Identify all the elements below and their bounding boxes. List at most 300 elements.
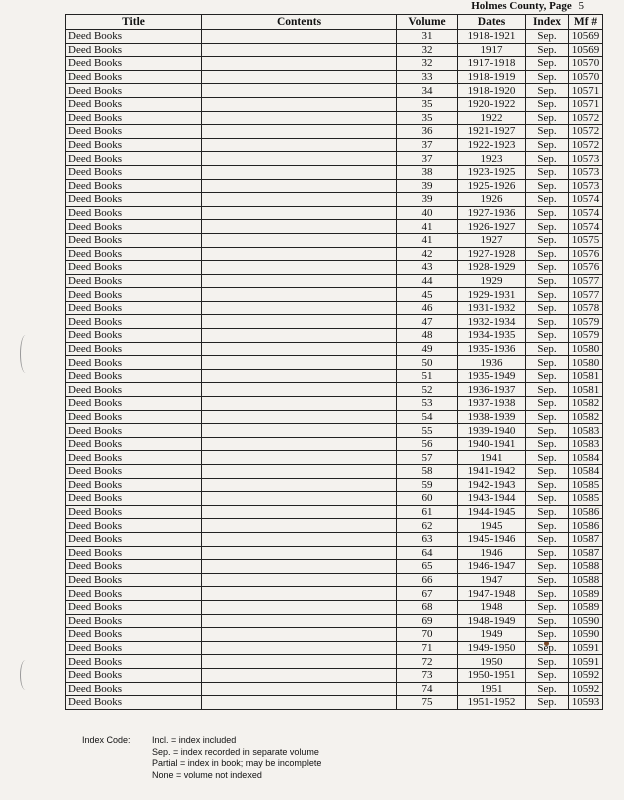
cell-volume: 59	[397, 478, 458, 492]
cell-volume: 56	[397, 437, 458, 451]
cell-title: Deed Books	[66, 152, 202, 166]
cell-index: Sep.	[526, 329, 569, 343]
table-row	[66, 437, 603, 451]
cell-contents	[202, 560, 397, 574]
cell-index: Sep.	[526, 369, 569, 383]
table-row	[66, 505, 603, 519]
cell-mf: 10574	[569, 220, 603, 234]
table-row	[66, 288, 603, 302]
cell-volume: 35	[397, 111, 458, 125]
cell-index: Sep.	[526, 165, 569, 179]
cell-index: Sep.	[526, 641, 569, 655]
cell-title: Deed Books	[66, 233, 202, 247]
cell-mf: 10583	[569, 424, 603, 438]
cell-contents	[202, 97, 397, 111]
cell-index: Sep.	[526, 152, 569, 166]
cell-title: Deed Books	[66, 274, 202, 288]
cell-contents	[202, 465, 397, 479]
cell-dates: 1942-1943	[458, 478, 526, 492]
table-row	[66, 220, 603, 234]
cell-index: Sep.	[526, 573, 569, 587]
cell-title: Deed Books	[66, 138, 202, 152]
cell-title: Deed Books	[66, 193, 202, 207]
cell-contents	[202, 424, 397, 438]
table-row	[66, 179, 603, 193]
cell-contents	[202, 614, 397, 628]
cell-mf: 10575	[569, 233, 603, 247]
cell-contents	[202, 505, 397, 519]
cell-title: Deed Books	[66, 437, 202, 451]
table-header-row	[66, 15, 603, 30]
table-row	[66, 329, 603, 343]
cell-mf: 10569	[569, 43, 603, 57]
cell-volume: 43	[397, 261, 458, 275]
cell-title: Deed Books	[66, 655, 202, 669]
cell-volume: 64	[397, 546, 458, 560]
cell-volume: 38	[397, 165, 458, 179]
cell-mf: 10584	[569, 451, 603, 465]
cell-index: Sep.	[526, 682, 569, 696]
cell-mf: 10574	[569, 206, 603, 220]
cell-volume: 49	[397, 342, 458, 356]
cell-contents	[202, 573, 397, 587]
cell-title: Deed Books	[66, 84, 202, 98]
cell-title: Deed Books	[66, 560, 202, 574]
cell-volume: 72	[397, 655, 458, 669]
cell-title: Deed Books	[66, 125, 202, 139]
cell-index: Sep.	[526, 696, 569, 710]
cell-mf: 10588	[569, 560, 603, 574]
cell-mf: 10589	[569, 600, 603, 614]
cell-dates: 1931-1932	[458, 301, 526, 315]
table-row	[66, 560, 603, 574]
cell-dates: 1918-1919	[458, 70, 526, 84]
cell-mf: 10592	[569, 668, 603, 682]
cell-mf: 10591	[569, 655, 603, 669]
cell-dates: 1951-1952	[458, 696, 526, 710]
cell-title: Deed Books	[66, 546, 202, 560]
cell-title: Deed Books	[66, 329, 202, 343]
cell-mf: 10569	[569, 30, 603, 44]
cell-contents	[202, 478, 397, 492]
cell-title: Deed Books	[66, 261, 202, 275]
table-row	[66, 587, 603, 601]
cell-contents	[202, 356, 397, 370]
cell-mf: 10572	[569, 125, 603, 139]
cell-mf: 10580	[569, 342, 603, 356]
cell-index: Sep.	[526, 342, 569, 356]
cell-mf: 10585	[569, 492, 603, 506]
cell-title: Deed Books	[66, 532, 202, 546]
cell-volume: 62	[397, 519, 458, 533]
cell-mf: 10580	[569, 356, 603, 370]
cell-contents	[202, 383, 397, 397]
cell-volume: 46	[397, 301, 458, 315]
cell-volume: 32	[397, 43, 458, 57]
cell-volume: 55	[397, 424, 458, 438]
cell-mf: 10584	[569, 465, 603, 479]
cell-index: Sep.	[526, 437, 569, 451]
cell-index: Sep.	[526, 383, 569, 397]
cell-dates: 1937-1938	[458, 397, 526, 411]
cell-index: Sep.	[526, 301, 569, 315]
legend-line: None = volume not indexed	[152, 769, 262, 780]
cell-volume: 67	[397, 587, 458, 601]
cell-contents	[202, 138, 397, 152]
cell-contents	[202, 233, 397, 247]
cell-title: Deed Books	[66, 43, 202, 57]
cell-volume: 41	[397, 233, 458, 247]
legend-label: Index Code:	[82, 735, 131, 745]
column-header-mf: Mf #	[569, 15, 603, 30]
cell-title: Deed Books	[66, 641, 202, 655]
cell-mf: 10577	[569, 288, 603, 302]
cell-dates: 1927-1936	[458, 206, 526, 220]
cell-mf: 10586	[569, 505, 603, 519]
cell-volume: 33	[397, 70, 458, 84]
cell-dates: 1925-1926	[458, 179, 526, 193]
cell-title: Deed Books	[66, 668, 202, 682]
cell-dates: 1926-1927	[458, 220, 526, 234]
cell-volume: 53	[397, 397, 458, 411]
legend-lines	[152, 735, 321, 781]
column-header-volume: Volume	[397, 15, 458, 30]
cell-index: Sep.	[526, 424, 569, 438]
cell-volume: 65	[397, 560, 458, 574]
cell-index: Sep.	[526, 261, 569, 275]
cell-mf: 10585	[569, 478, 603, 492]
cell-mf: 10592	[569, 682, 603, 696]
cell-dates: 1941	[458, 451, 526, 465]
table-row	[66, 532, 603, 546]
cell-volume: 42	[397, 247, 458, 261]
table-row	[66, 573, 603, 587]
cell-index: Sep.	[526, 628, 569, 642]
cell-title: Deed Books	[66, 600, 202, 614]
cell-mf: 10587	[569, 532, 603, 546]
cell-volume: 51	[397, 369, 458, 383]
cell-dates: 1918-1921	[458, 30, 526, 44]
cell-title: Deed Books	[66, 315, 202, 329]
cell-mf: 10579	[569, 329, 603, 343]
cell-dates: 1948-1949	[458, 614, 526, 628]
cell-dates: 1922-1923	[458, 138, 526, 152]
cell-dates: 1922	[458, 111, 526, 125]
cell-index: Sep.	[526, 668, 569, 682]
cell-contents	[202, 600, 397, 614]
table-row	[66, 614, 603, 628]
county-name: Holmes County,	[471, 0, 547, 12]
cell-volume: 70	[397, 628, 458, 642]
table-row	[66, 696, 603, 710]
cell-mf: 10574	[569, 193, 603, 207]
cell-volume: 73	[397, 668, 458, 682]
column-header-title: Title	[66, 15, 202, 30]
cell-volume: 58	[397, 465, 458, 479]
cell-index: Sep.	[526, 356, 569, 370]
cell-index: Sep.	[526, 206, 569, 220]
cell-index: Sep.	[526, 532, 569, 546]
table-row	[66, 70, 603, 84]
cell-contents	[202, 43, 397, 57]
cell-index: Sep.	[526, 600, 569, 614]
table-row	[66, 233, 603, 247]
cell-volume: 52	[397, 383, 458, 397]
cell-volume: 61	[397, 505, 458, 519]
cell-index: Sep.	[526, 655, 569, 669]
cell-volume: 75	[397, 696, 458, 710]
cell-dates: 1948	[458, 600, 526, 614]
cell-dates: 1941-1942	[458, 465, 526, 479]
cell-index: Sep.	[526, 247, 569, 261]
cell-contents	[202, 628, 397, 642]
cell-volume: 68	[397, 600, 458, 614]
cell-dates: 1951	[458, 682, 526, 696]
cell-mf: 10576	[569, 247, 603, 261]
cell-volume: 45	[397, 288, 458, 302]
cell-volume: 31	[397, 30, 458, 44]
cell-index: Sep.	[526, 288, 569, 302]
cell-dates: 1923-1925	[458, 165, 526, 179]
table-row	[66, 247, 603, 261]
cell-dates: 1935-1936	[458, 342, 526, 356]
cell-index: Sep.	[526, 492, 569, 506]
cell-title: Deed Books	[66, 573, 202, 587]
cell-volume: 41	[397, 220, 458, 234]
cell-volume: 66	[397, 573, 458, 587]
cell-mf: 10589	[569, 587, 603, 601]
cell-dates: 1950-1951	[458, 668, 526, 682]
cell-index: Sep.	[526, 111, 569, 125]
cell-index: Sep.	[526, 179, 569, 193]
cell-mf: 10581	[569, 369, 603, 383]
cell-index: Sep.	[526, 519, 569, 533]
cell-contents	[202, 274, 397, 288]
cell-contents	[202, 288, 397, 302]
cell-index: Sep.	[526, 193, 569, 207]
cell-index: Sep.	[526, 560, 569, 574]
cell-dates: 1932-1934	[458, 315, 526, 329]
cell-contents	[202, 397, 397, 411]
column-header-dates: Dates	[458, 15, 526, 30]
cell-dates: 1926	[458, 193, 526, 207]
table-row	[66, 519, 603, 533]
table-row	[66, 600, 603, 614]
cell-title: Deed Books	[66, 614, 202, 628]
cell-title: Deed Books	[66, 410, 202, 424]
cell-dates: 1917	[458, 43, 526, 57]
cell-mf: 10571	[569, 84, 603, 98]
cell-mf: 10590	[569, 614, 603, 628]
cell-contents	[202, 125, 397, 139]
cell-contents	[202, 301, 397, 315]
table-row	[66, 410, 603, 424]
cell-volume: 36	[397, 125, 458, 139]
cell-index: Sep.	[526, 57, 569, 71]
cell-title: Deed Books	[66, 301, 202, 315]
cell-dates: 1944-1945	[458, 505, 526, 519]
cell-contents	[202, 655, 397, 669]
cell-volume: 47	[397, 315, 458, 329]
cell-index: Sep.	[526, 614, 569, 628]
cell-title: Deed Books	[66, 383, 202, 397]
cell-mf: 10581	[569, 383, 603, 397]
cell-title: Deed Books	[66, 492, 202, 506]
cell-dates: 1949	[458, 628, 526, 642]
table-row	[66, 451, 603, 465]
legend-line: Sep. = index recorded in separate volume	[152, 746, 319, 757]
cell-volume: 63	[397, 532, 458, 546]
cell-dates: 1945	[458, 519, 526, 533]
table-row	[66, 492, 603, 506]
punch-hole-mark	[20, 335, 31, 373]
page-header	[471, 0, 584, 12]
cell-title: Deed Books	[66, 342, 202, 356]
cell-index: Sep.	[526, 125, 569, 139]
cell-contents	[202, 30, 397, 44]
cell-volume: 40	[397, 206, 458, 220]
cell-mf: 10570	[569, 70, 603, 84]
cell-mf: 10590	[569, 628, 603, 642]
cell-dates: 1946	[458, 546, 526, 560]
cell-volume: 34	[397, 84, 458, 98]
cell-dates: 1927	[458, 233, 526, 247]
cell-contents	[202, 247, 397, 261]
cell-volume: 54	[397, 410, 458, 424]
cell-contents	[202, 111, 397, 125]
cell-contents	[202, 261, 397, 275]
cell-volume: 32	[397, 57, 458, 71]
cell-contents	[202, 152, 397, 166]
cell-index: Sep.	[526, 315, 569, 329]
cell-dates: 1949-1950	[458, 641, 526, 655]
cell-contents	[202, 193, 397, 207]
cell-volume: 71	[397, 641, 458, 655]
cell-title: Deed Books	[66, 397, 202, 411]
cell-index: Sep.	[526, 478, 569, 492]
cell-dates: 1917-1918	[458, 57, 526, 71]
cell-contents	[202, 532, 397, 546]
table-row	[66, 57, 603, 71]
cell-title: Deed Books	[66, 682, 202, 696]
index-code-legend	[82, 735, 321, 781]
cell-contents	[202, 57, 397, 71]
table-row	[66, 206, 603, 220]
table-row	[66, 655, 603, 669]
cell-dates: 1945-1946	[458, 532, 526, 546]
cell-mf: 10571	[569, 97, 603, 111]
cell-title: Deed Books	[66, 369, 202, 383]
table-row	[66, 165, 603, 179]
cell-mf: 10573	[569, 179, 603, 193]
cell-mf: 10573	[569, 152, 603, 166]
cell-contents	[202, 315, 397, 329]
table-row	[66, 125, 603, 139]
cell-mf: 10579	[569, 315, 603, 329]
cell-volume: 69	[397, 614, 458, 628]
legend-line: Partial = index in book; may be incomplete	[152, 758, 322, 768]
cell-volume: 74	[397, 682, 458, 696]
cell-dates: 1927-1928	[458, 247, 526, 261]
table-row	[66, 138, 603, 152]
cell-index: Sep.	[526, 84, 569, 98]
cell-title: Deed Books	[66, 220, 202, 234]
cell-contents	[202, 70, 397, 84]
cell-mf: 10573	[569, 165, 603, 179]
cell-index: Sep.	[526, 587, 569, 601]
cell-mf: 10577	[569, 274, 603, 288]
table-row	[66, 342, 603, 356]
cell-title: Deed Books	[66, 505, 202, 519]
cell-mf: 10591	[569, 641, 603, 655]
cell-mf: 10583	[569, 437, 603, 451]
cell-title: Deed Books	[66, 288, 202, 302]
cell-index: Sep.	[526, 274, 569, 288]
cell-index: Sep.	[526, 546, 569, 560]
cell-contents	[202, 587, 397, 601]
cell-title: Deed Books	[66, 451, 202, 465]
cell-mf: 10587	[569, 546, 603, 560]
table-row	[66, 30, 603, 44]
cell-mf: 10593	[569, 696, 603, 710]
punch-hole-mark	[20, 660, 31, 690]
table-row	[66, 628, 603, 642]
table-row	[66, 261, 603, 275]
cell-dates: 1921-1927	[458, 125, 526, 139]
cell-title: Deed Books	[66, 247, 202, 261]
cell-contents	[202, 84, 397, 98]
cell-index: Sep.	[526, 220, 569, 234]
table-row	[66, 546, 603, 560]
cell-dates: 1923	[458, 152, 526, 166]
cell-mf: 10572	[569, 111, 603, 125]
cell-title: Deed Books	[66, 206, 202, 220]
column-header-index: Index	[526, 15, 569, 30]
table-row	[66, 682, 603, 696]
cell-dates: 1947	[458, 573, 526, 587]
table-row	[66, 424, 603, 438]
cell-dates: 1950	[458, 655, 526, 669]
column-header-contents: Contents	[202, 15, 397, 30]
table-row	[66, 152, 603, 166]
cell-mf: 10570	[569, 57, 603, 71]
cell-mf: 10572	[569, 138, 603, 152]
cell-title: Deed Books	[66, 111, 202, 125]
table-row	[66, 356, 603, 370]
cell-dates: 1935-1949	[458, 369, 526, 383]
cell-dates: 1940-1941	[458, 437, 526, 451]
cell-contents	[202, 519, 397, 533]
cell-dates: 1936	[458, 356, 526, 370]
cell-mf: 10582	[569, 397, 603, 411]
cell-dates: 1920-1922	[458, 97, 526, 111]
page-number: 5	[578, 0, 584, 12]
cell-dates: 1936-1937	[458, 383, 526, 397]
table-row	[66, 301, 603, 315]
cell-volume: 60	[397, 492, 458, 506]
records-table	[65, 14, 603, 710]
cell-dates: 1934-1935	[458, 329, 526, 343]
cell-title: Deed Books	[66, 424, 202, 438]
cell-index: Sep.	[526, 505, 569, 519]
cell-index: Sep.	[526, 465, 569, 479]
cell-contents	[202, 546, 397, 560]
cell-title: Deed Books	[66, 465, 202, 479]
cell-volume: 50	[397, 356, 458, 370]
cell-contents	[202, 451, 397, 465]
cell-title: Deed Books	[66, 696, 202, 710]
cell-contents	[202, 641, 397, 655]
